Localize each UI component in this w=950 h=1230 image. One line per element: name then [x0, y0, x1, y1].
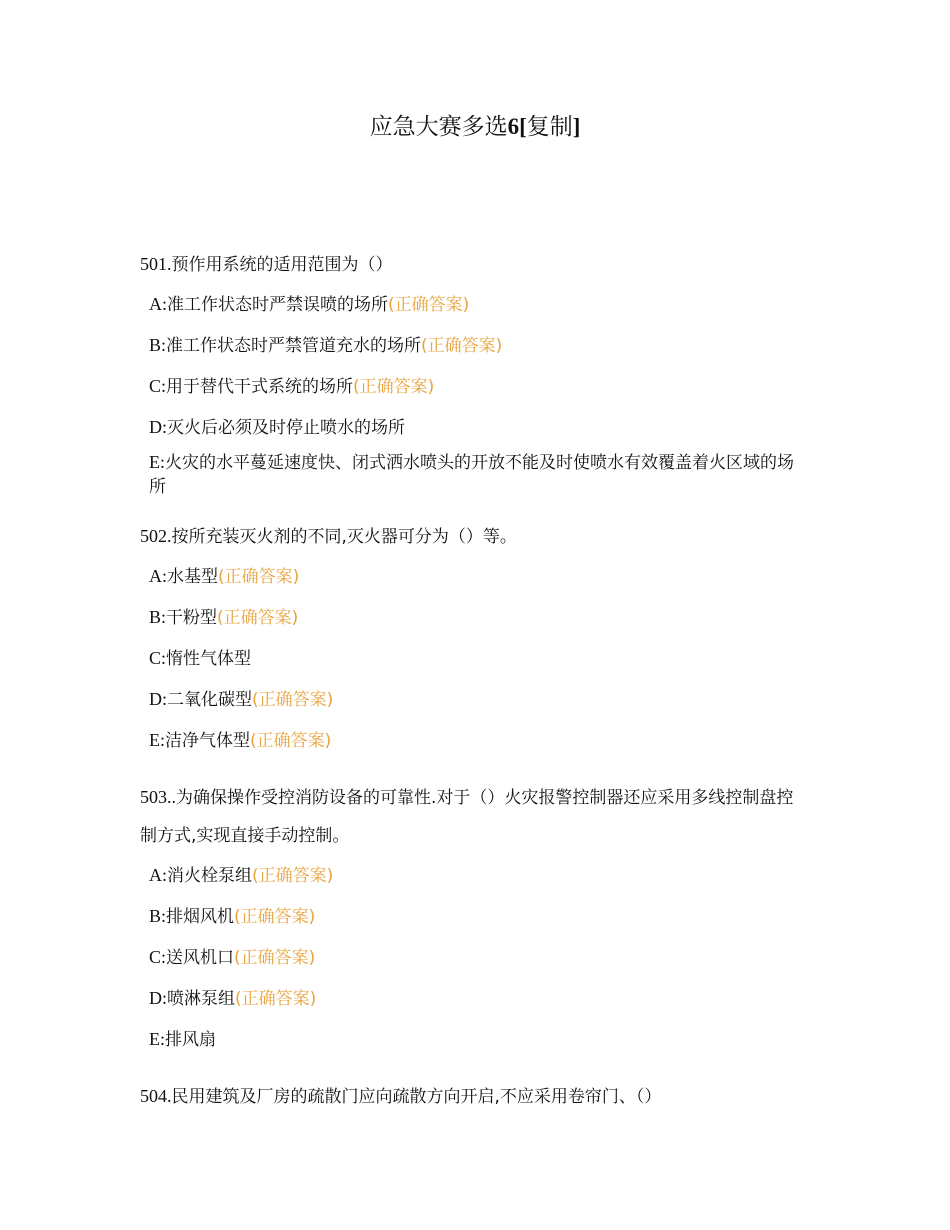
question-text: 503..为确保操作受控消防设备的可靠性.对于（）火灾报警控制器还应采用多线控制盘控制方式,实现直接手动控制。	[140, 787, 794, 846]
correct-answer-tag: (正确答案)	[235, 989, 317, 1009]
question-text: 504.民用建筑及厂房的疏散门应向疏散方向开启,不应采用卷帘门、（）	[140, 1086, 662, 1107]
question-501	[140, 245, 810, 499]
question-503	[140, 778, 805, 1052]
correct-answer-tag: (正确答案)	[252, 866, 334, 886]
correct-answer-tag: (正确答案)	[234, 948, 316, 968]
option-e: E:排风扇	[149, 1029, 216, 1050]
page-title: 应急大赛多选6[复制]	[369, 114, 581, 139]
option-a: A:准工作状态时严禁误喷的场所(正确答案)	[149, 294, 470, 315]
option-a: A:消火栓泵组(正确答案)	[149, 865, 334, 886]
option-d: D:二氧化碳型(正确答案)	[149, 689, 334, 710]
question-text: 502.按所充装灭火剂的不同,灭火器可分为（）等。	[140, 526, 517, 547]
question-504	[140, 1077, 810, 1116]
option-c: C:惰性气体型	[149, 648, 252, 669]
option-d: D:灭火后必须及时停止喷水的场所	[149, 417, 405, 438]
option-c: C:用于替代干式系统的场所(正确答案)	[149, 376, 435, 397]
correct-answer-tag: (正确答案)	[234, 907, 316, 927]
option-a: A:水基型(正确答案)	[149, 566, 300, 587]
option-e: E:火灾的水平蔓延速度快、闭式洒水喷头的开放不能及时使喷水有效覆盖着火区域的场所	[149, 452, 794, 497]
correct-answer-tag: (正确答案)	[353, 377, 435, 397]
correct-answer-tag: (正确答案)	[217, 608, 299, 628]
correct-answer-tag: (正确答案)	[250, 731, 332, 751]
option-b: B:准工作状态时严禁管道充水的场所(正确答案)	[149, 335, 503, 356]
question-text: 501.预作用系统的适用范围为（）	[140, 254, 393, 275]
correct-answer-tag: (正确答案)	[252, 690, 334, 710]
correct-answer-tag: (正确答案)	[218, 567, 300, 587]
option-b: B:排烟风机(正确答案)	[149, 906, 316, 927]
option-e: E:洁净气体型(正确答案)	[149, 730, 332, 751]
option-c: C:送风机口(正确答案)	[149, 947, 316, 968]
option-d: D:喷淋泵组(正确答案)	[149, 988, 317, 1009]
correct-answer-tag: (正确答案)	[421, 336, 503, 356]
option-b: B:干粉型(正确答案)	[149, 607, 299, 628]
question-502	[140, 517, 810, 753]
correct-answer-tag: (正确答案)	[388, 295, 470, 315]
